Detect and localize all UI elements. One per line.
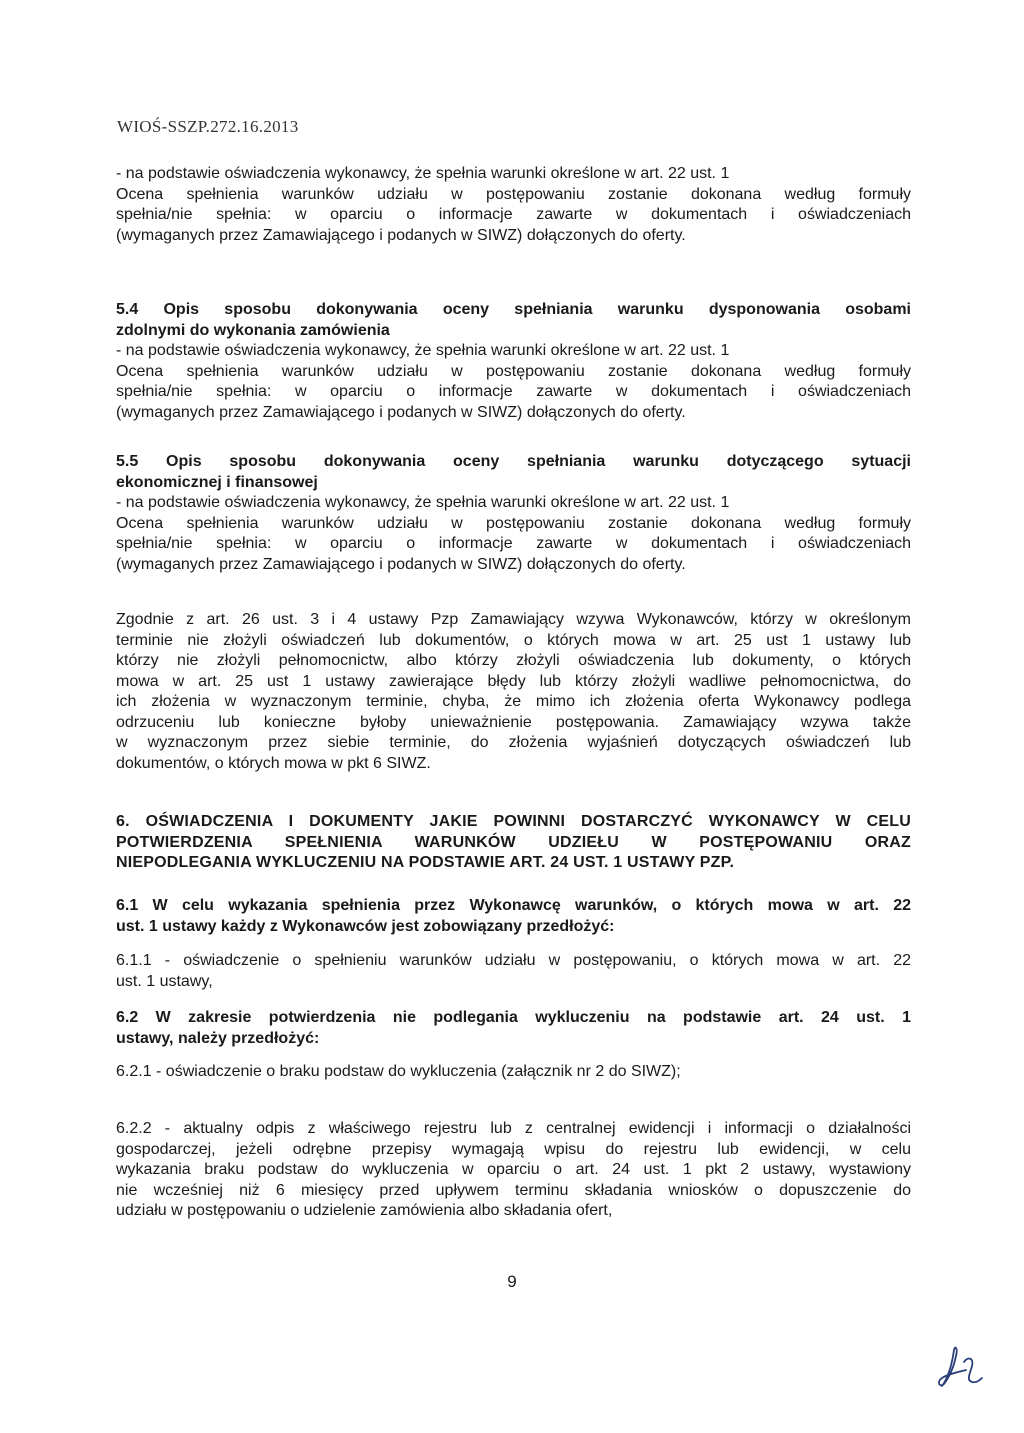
text-line: mowa w art. 25 ust 1 ustawy zawierające błędy lub którzy złożyli wadliwe pełnomocnictwa, do <box>116 672 911 690</box>
section-heading: 6.1 W celu wykazania spełnienia przez Wykonawcę warunków, o których mowa w art. 22 <box>116 897 911 914</box>
text-line: 6.2.2 - aktualny odpis z właściwego rejestru lub z centralnej ewidencji i informacji o działalności <box>116 1120 911 1137</box>
text-line: Ocena spełnienia warunków udziału w postępowaniu zostanie dokonana według formuły <box>116 362 911 380</box>
text-line: - na podstawie oświadczenia wykonawcy, że spełnia warunki określone w art. 22 ust. 1 <box>116 342 730 359</box>
text-line: (wymaganych przez Zamawiającego i podanych w SIWZ) dołączonych do oferty. <box>116 403 686 421</box>
text-line: w wyznaczonym przez siebie terminie, do złożenia wyjaśnień dotyczących oświadczeń lub <box>116 734 911 751</box>
art-26-paragraph <box>116 610 911 774</box>
section-heading: ekonomicznej i finansowej <box>116 473 318 491</box>
section-heading: 5.5 Opis sposobu dokonywania oceny spełniania warunku dotyczącego sytuacji <box>116 453 911 470</box>
text-line: 6.1.1 - oświadczenie o spełnieniu warunków udziału w postępowaniu, o których mowa w art. 22 <box>116 952 911 969</box>
section-heading: POTWIERDZENIA SPEŁNIENIA WARUNKÓW UDZIEŁU W POSTĘPOWANIU ORAZ <box>116 833 911 851</box>
item-6-2-2 <box>116 1119 911 1222</box>
text-line: - na podstawie oświadczenia wykonawcy, że spełnia warunki określone w art. 22 ust. 1 <box>116 494 730 511</box>
text-line: dokumentów, o których mowa w pkt 6 SIWZ. <box>116 754 431 772</box>
text-line: Zgodnie z art. 26 ust. 3 i 4 ustawy Pzp Zamawiający wzywa Wykonawców, którzy w określonym <box>116 611 911 628</box>
section-heading: 5.4 Opis sposobu dokonywania oceny spełniania warunku dysponowania osobami <box>116 301 911 318</box>
section-6-2 <box>116 1008 911 1049</box>
text-line: nie wcześniej niż 6 miesięcy przed upływem terminu składania wniosków o dopuszczenie do <box>116 1181 911 1199</box>
item-6-2-1 <box>116 1062 911 1083</box>
page-number: 9 <box>507 1272 517 1291</box>
text-line: odrzuceniu lub konieczne byłoby unieważnienie postępowania. Zamawiający wzywa także <box>116 713 911 731</box>
text-line: ich złożenia w wyznaczonym terminie, chyba, że mimo ich złożenia oferta Wykonawcy podlega <box>116 693 911 710</box>
section-6-1 <box>116 896 911 937</box>
text-line: udziału w postępowaniu o udzielenie zamówienia albo składania ofert, <box>116 1202 613 1219</box>
section-6-heading <box>116 812 911 874</box>
section-5-4 <box>116 300 911 423</box>
section-heading: NIEPODLEGANIA WYKLUCZENIU NA PODSTAWIE ART. 24 UST. 1 USTAWY PZP. <box>116 854 735 871</box>
section-heading: 6. OŚWIADCZENIA I DOKUMENTY JAKIE POWINNI DOSTARCZYĆ WYKONAWCY W CELU <box>116 813 911 830</box>
section-heading: zdolnymi do wykonania zamówienia <box>116 321 390 339</box>
section-heading: 6.2 W zakresie potwierdzenia nie podlegania wykluczeniu na podstawie art. 24 ust. 1 <box>116 1009 911 1026</box>
text-line: ust. 1 ustawy, <box>116 972 213 990</box>
text-line: Ocena spełnienia warunków udziału w postępowaniu zostanie dokonana według formuły <box>116 185 911 203</box>
text-line: (wymaganych przez Zamawiającego i podanych w SIWZ) dołączonych do oferty. <box>116 555 686 573</box>
text-line: terminie nie złożyli oświadczeń lub dokumentów, o których mowa w art. 25 ust 1 ustawy lub <box>116 631 911 649</box>
text-line: (wymaganych przez Zamawiającego i podanych w SIWZ) dołączonych do oferty. <box>116 226 686 244</box>
text-line: spełnia/nie spełnia: w oparciu o informacje zawarte w dokumentach i oświadczeniach <box>116 535 911 552</box>
handwritten-initials <box>928 1342 988 1392</box>
item-6-1-1 <box>116 951 911 992</box>
text-line: gospodarczej, jeżeli odrębne przepisy wymagają wpisu do rejestru lub ewidencji, w celu <box>116 1140 911 1158</box>
section-5-5 <box>116 452 911 575</box>
text-line: spełnia/nie spełnia: w oparciu o informacje zawarte w dokumentach i oświadczeniach <box>116 206 911 223</box>
text-line: którzy nie złożyli pełnomocnictw, albo którzy złożyli oświadczenia lub dokumenty, o których <box>116 652 911 669</box>
text-line: - na podstawie oświadczenia wykonawcy, że spełnia warunki określone w art. 22 ust. 1 <box>116 165 730 182</box>
section-heading: ust. 1 ustawy każdy z Wykonawców jest zobowiązany przedłożyć: <box>116 917 615 935</box>
text-line: wykazania braku podstaw do wykluczenia w oparciu o art. 24 ust. 1 pkt 2 ustawy, wystawiony <box>116 1161 911 1178</box>
section-5-3-continuation <box>116 164 911 246</box>
text-line: 6.2.1 - oświadczenie o braku podstaw do wykluczenia (załącznik nr 2 do SIWZ); <box>116 1063 681 1080</box>
text-line: spełnia/nie spełnia: w oparciu o informacje zawarte w dokumentach i oświadczeniach <box>116 383 911 400</box>
document-reference: WIOŚ-SSZP.272.16.2013 <box>117 117 299 136</box>
text-line: Ocena spełnienia warunków udziału w postępowaniu zostanie dokonana według formuły <box>116 514 911 532</box>
section-heading: ustawy, należy przedłożyć: <box>116 1029 320 1047</box>
